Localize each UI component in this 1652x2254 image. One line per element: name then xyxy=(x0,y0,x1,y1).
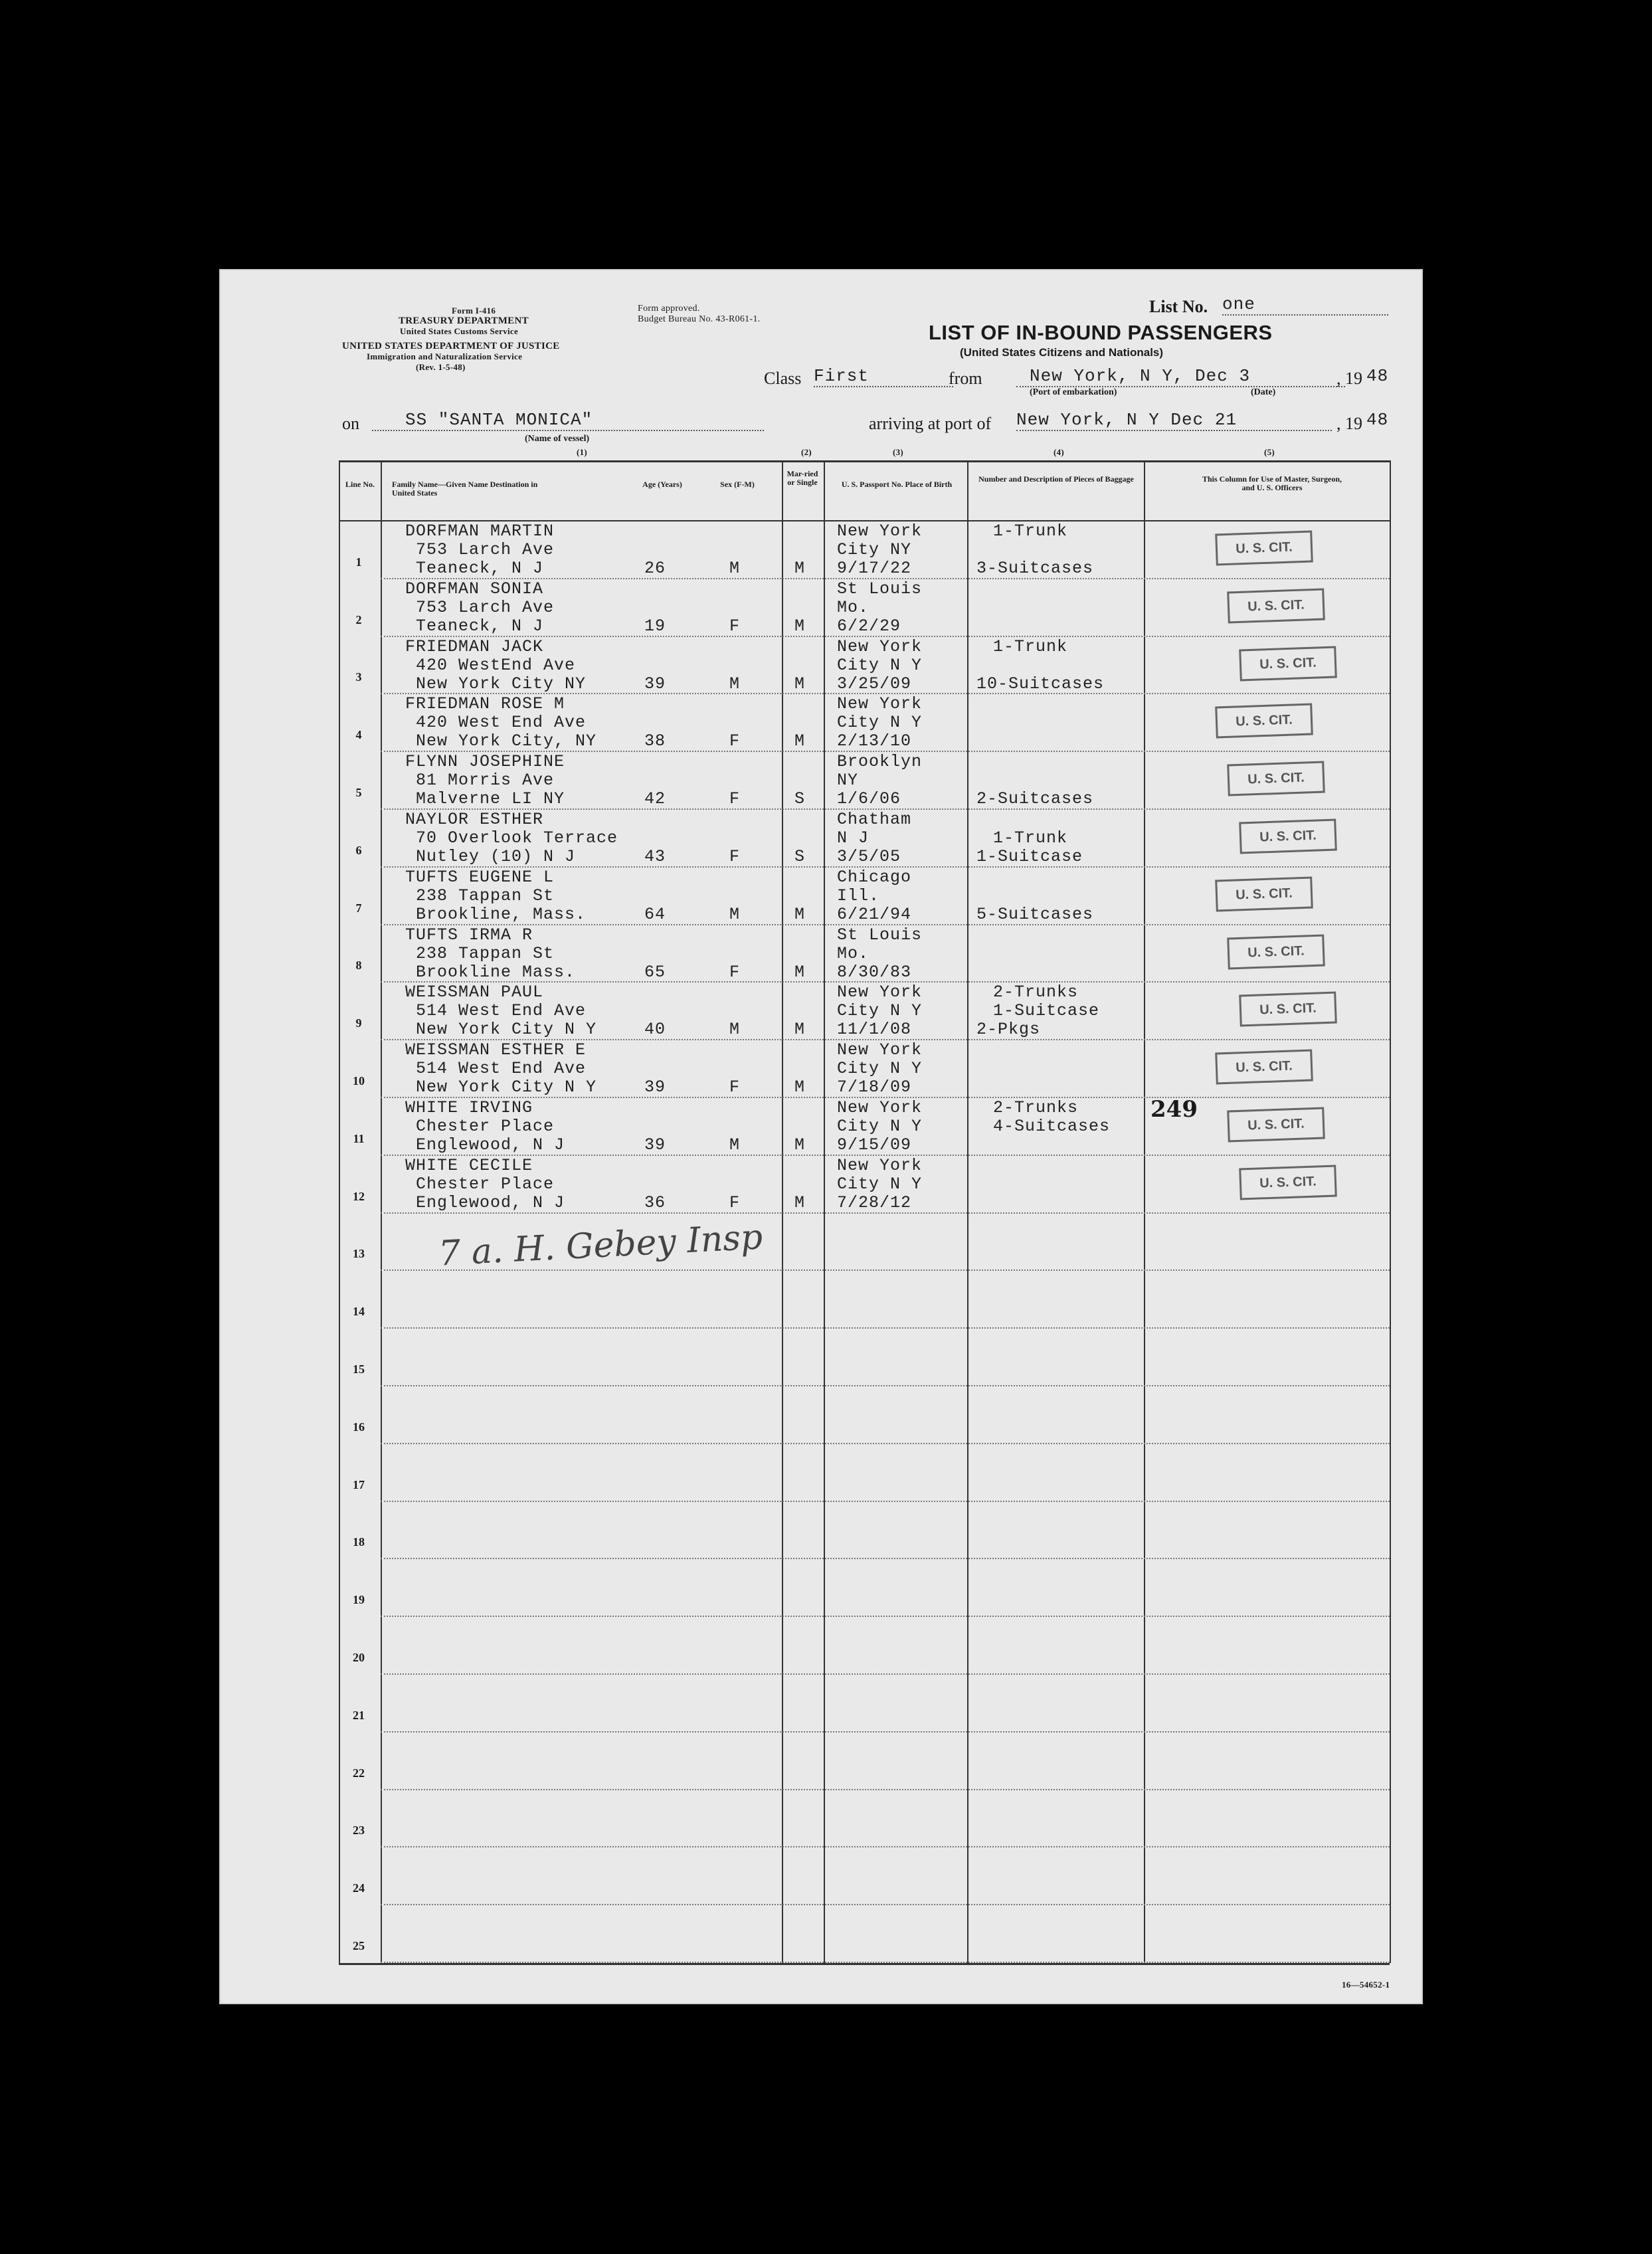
birthplace-line: City N Y xyxy=(837,713,923,733)
baggage-line: 5-Suitcases xyxy=(976,904,1094,924)
officer-number: 249 xyxy=(1150,1096,1198,1123)
address-line: 514 West End Ave xyxy=(416,1059,587,1079)
birthplace-line: St Louis xyxy=(837,579,923,599)
sex-value: F xyxy=(729,789,741,809)
birthplace-line: New York xyxy=(837,694,923,714)
row-divider xyxy=(381,1385,1390,1386)
header-baggage: Number and Description of Pieces of Baggage xyxy=(978,474,1134,484)
row-divider xyxy=(381,1443,1390,1444)
class-label: Class xyxy=(764,369,802,388)
birthplace-line: St Louis xyxy=(837,925,923,945)
date-caption: (Date) xyxy=(1251,387,1276,397)
age-value: 64 xyxy=(644,904,666,924)
row-divider xyxy=(381,1558,1390,1559)
page-subtitle: (United States Citizens and Nationals) xyxy=(960,346,1164,359)
column-divider xyxy=(1390,460,1391,1963)
baggage-line: 2-Trunks xyxy=(993,983,1079,1002)
baggage-line: 1-Trunk xyxy=(993,828,1068,848)
line-number: 25 xyxy=(353,1939,365,1952)
row-divider xyxy=(381,1327,1390,1329)
port-caption: (Port of embarkation) xyxy=(1030,387,1117,397)
row-divider xyxy=(381,1097,1390,1098)
birthplace-line: Ill. xyxy=(837,886,880,905)
line-number: 14 xyxy=(353,1305,365,1319)
baggage-line: 1-Suitcase xyxy=(976,847,1083,866)
from-year-prefix: , 19 xyxy=(1336,369,1362,388)
embarkation-value: New York, N Y, Dec 3 xyxy=(1016,366,1345,387)
baggage-line: 1-Suitcase xyxy=(993,1001,1100,1021)
form-number: Form I-416 xyxy=(452,306,496,316)
list-no-label: List No. xyxy=(1149,297,1208,316)
birth-date: 7/28/12 xyxy=(837,1192,912,1212)
baggage-line: 4-Suitcases xyxy=(993,1117,1111,1136)
header-line-no: Line No. xyxy=(345,480,375,489)
line-number: 23 xyxy=(353,1824,365,1837)
us-citizen-stamp: U. S. CIT. xyxy=(1239,992,1337,1027)
baggage-line: 1-Trunk xyxy=(993,636,1068,656)
ins-label: Immigration and Naturalization Service xyxy=(367,351,523,361)
sex-value: F xyxy=(729,616,741,636)
address-line: New York City, NY xyxy=(416,731,597,751)
sex-value: M xyxy=(729,559,741,578)
header-age: Age (Years) xyxy=(642,480,682,489)
birthplace-line: City N Y xyxy=(837,655,923,675)
birthplace-line: City N Y xyxy=(837,1001,923,1021)
birthplace-line: City N Y xyxy=(837,1059,923,1079)
line-number: 2 xyxy=(355,612,362,626)
baggage-line: 3-Suitcases xyxy=(976,559,1094,578)
line-number: 18 xyxy=(353,1535,365,1549)
address-line: 420 West End Ave xyxy=(416,713,587,733)
birth-date: 1/6/06 xyxy=(837,789,901,809)
birth-date: 11/1/08 xyxy=(837,1020,912,1040)
address-line: Chester Place xyxy=(416,1117,555,1136)
vessel-name: SS "SANTA MONICA" xyxy=(372,410,764,431)
address-line: 420 WestEnd Ave xyxy=(416,655,576,675)
sex-value: M xyxy=(729,1135,741,1155)
birth-date: 6/21/94 xyxy=(837,904,912,924)
line-number: 22 xyxy=(353,1766,365,1780)
row-divider xyxy=(381,636,1390,637)
us-citizen-stamp: U. S. CIT. xyxy=(1215,1050,1313,1085)
address-line: New York City N Y xyxy=(416,1078,597,1097)
arriving-label: arriving at port of xyxy=(869,414,992,433)
line-number: 3 xyxy=(355,670,362,684)
birth-date: 3/5/05 xyxy=(837,847,901,866)
birthplace-line: New York xyxy=(837,1040,923,1060)
vessel-caption: (Name of vessel) xyxy=(525,434,590,444)
birth-date: 7/18/09 xyxy=(837,1078,912,1097)
age-value: 42 xyxy=(644,789,666,809)
treasury-label: TREASURY DEPARTMENT xyxy=(399,316,529,326)
column-number: (1) xyxy=(577,447,588,457)
age-value: 36 xyxy=(644,1192,666,1212)
marital-value: M xyxy=(794,731,806,751)
row-divider xyxy=(381,1039,1390,1040)
line-number: 16 xyxy=(353,1420,365,1434)
approved-label: Form approved. xyxy=(638,304,700,314)
birthplace-line: N J xyxy=(837,828,870,848)
line-number: 7 xyxy=(355,901,362,915)
address-line: Brookline Mass. xyxy=(416,962,576,982)
birth-date: 9/17/22 xyxy=(837,559,912,578)
passenger-name: FLYNN JOSEPHINE xyxy=(405,752,565,772)
birth-date: 8/30/83 xyxy=(837,962,912,982)
page-title: LIST OF IN-BOUND PASSENGERS xyxy=(929,321,1273,344)
arrival-year: 48 xyxy=(1366,410,1389,430)
birthplace-line: City NY xyxy=(837,540,912,559)
from-label: from xyxy=(949,369,982,388)
line-number: 1 xyxy=(355,555,362,569)
passenger-name: WEISSMAN ESTHER E xyxy=(405,1040,587,1060)
us-citizen-stamp: U. S. CIT. xyxy=(1215,704,1313,739)
us-citizen-stamp: U. S. CIT. xyxy=(1239,646,1337,681)
address-line: 753 Larch Ave xyxy=(416,540,555,559)
age-value: 43 xyxy=(644,847,666,866)
row-divider xyxy=(381,1269,1390,1271)
us-citizen-stamp: U. S. CIT. xyxy=(1215,876,1313,911)
row-divider xyxy=(381,693,1390,694)
inspector-signature: 7 a. H. Gebey Insp xyxy=(437,1217,764,1274)
age-value: 39 xyxy=(644,674,666,694)
column-number: (5) xyxy=(1264,447,1275,457)
row-divider xyxy=(381,924,1390,925)
row-divider xyxy=(381,1789,1390,1790)
us-citizen-stamp: U. S. CIT. xyxy=(1227,1107,1325,1142)
budget-label: Budget Bureau No. 43-R061-1. xyxy=(638,314,761,324)
birth-date: 2/13/10 xyxy=(837,731,912,751)
sex-value: M xyxy=(729,674,741,694)
passenger-name: NAYLOR ESTHER xyxy=(405,810,544,829)
age-value: 38 xyxy=(644,731,666,751)
us-citizen-stamp: U. S. CIT. xyxy=(1227,761,1325,797)
age-value: 19 xyxy=(644,616,666,636)
birthplace-line: New York xyxy=(837,983,923,1002)
passenger-name: WEISSMAN PAUL xyxy=(405,983,544,1002)
address-line: New York City N Y xyxy=(416,1020,597,1040)
line-number: 6 xyxy=(355,843,362,857)
column-number: (2) xyxy=(801,447,812,457)
address-line: Malverne LI NY xyxy=(416,789,565,809)
line-number: 15 xyxy=(353,1362,365,1376)
row-divider xyxy=(381,1501,1390,1502)
baggage-line: 10-Suitcases xyxy=(976,674,1105,694)
birthplace-line: City N Y xyxy=(837,1174,923,1194)
marital-value: M xyxy=(794,559,806,578)
marital-value: M xyxy=(794,1020,806,1040)
class-value: First xyxy=(814,366,953,387)
sex-value: M xyxy=(729,1020,741,1040)
us-citizen-stamp: U. S. CIT. xyxy=(1227,934,1325,969)
sex-value: F xyxy=(729,962,741,982)
address-line: Teaneck, N J xyxy=(416,559,544,578)
passenger-name: FRIEDMAN ROSE M xyxy=(405,694,565,714)
birthplace-line: New York xyxy=(837,1155,923,1175)
manifest-page xyxy=(219,269,1423,2004)
from-year: 48 xyxy=(1366,366,1389,386)
column-divider xyxy=(339,460,340,1963)
sex-value: F xyxy=(729,1192,741,1212)
marital-value: M xyxy=(794,1192,806,1212)
birthplace-line: New York xyxy=(837,521,923,541)
row-divider xyxy=(381,1212,1390,1214)
revision-label: (Rev. 1-5-48) xyxy=(416,362,466,372)
us-citizen-stamp: U. S. CIT. xyxy=(1239,818,1337,854)
line-number: 13 xyxy=(353,1247,365,1261)
justice-label: UNITED STATES DEPARTMENT OF JUSTICE xyxy=(342,341,560,351)
line-number: 5 xyxy=(355,786,362,799)
marital-value: M xyxy=(794,962,806,982)
row-divider xyxy=(381,981,1390,983)
address-line: New York City NY xyxy=(416,674,587,694)
marital-value: M xyxy=(794,1135,806,1155)
age-value: 26 xyxy=(644,559,666,578)
marital-value: M xyxy=(794,904,806,924)
row-divider xyxy=(381,1846,1390,1847)
passenger-name: DORFMAN SONIA xyxy=(405,579,544,599)
address-line: 753 Larch Ave xyxy=(416,597,555,617)
birthplace-line: Brooklyn xyxy=(837,752,923,772)
birthplace-line: City N Y xyxy=(837,1117,923,1136)
row-divider xyxy=(381,1904,1390,1905)
table-bottom-border xyxy=(339,1963,1390,1965)
arrival-value: New York, N Y Dec 21 xyxy=(1016,410,1332,431)
age-value: 39 xyxy=(644,1135,666,1155)
passenger-name: WHITE IRVING xyxy=(405,1098,533,1117)
on-label: on xyxy=(342,414,359,433)
line-number: 12 xyxy=(353,1189,365,1203)
sex-value: F xyxy=(729,847,741,866)
birthplace-line: Chatham xyxy=(837,810,912,829)
address-line: 238 Tappan St xyxy=(416,943,555,963)
row-divider xyxy=(381,751,1390,752)
address-line: 238 Tappan St xyxy=(416,886,555,905)
address-line: Brookline, Mass. xyxy=(416,904,587,924)
birthplace-line: New York xyxy=(837,1098,923,1117)
line-number: 9 xyxy=(355,1016,362,1030)
birthplace-line: NY xyxy=(837,771,859,791)
row-divider xyxy=(381,1155,1390,1156)
table-top-border xyxy=(339,460,1390,462)
passenger-name: WHITE CECILE xyxy=(405,1155,533,1175)
line-number: 21 xyxy=(353,1708,365,1722)
row-divider xyxy=(381,578,1390,579)
address-line: Englewood, N J xyxy=(416,1192,565,1212)
column-number: (3) xyxy=(893,447,904,457)
baggage-line: 2-Suitcases xyxy=(976,789,1094,809)
line-number: 24 xyxy=(353,1881,365,1895)
address-line: 70 Overlook Terrace xyxy=(416,828,618,848)
passenger-name: TUFTS IRMA R xyxy=(405,925,533,945)
header-passport: U. S. Passport No. Place of Birth xyxy=(841,480,953,489)
line-number: 17 xyxy=(353,1477,365,1491)
row-divider xyxy=(381,1962,1390,1963)
birthplace-line: Chicago xyxy=(837,867,912,887)
passenger-name: TUFTS EUGENE L xyxy=(405,867,555,887)
marital-value: M xyxy=(794,616,806,636)
age-value: 40 xyxy=(644,1020,666,1040)
age-value: 39 xyxy=(644,1078,666,1097)
birth-date: 9/15/09 xyxy=(837,1135,912,1155)
arrival-year-prefix: , 19 xyxy=(1336,414,1362,433)
sex-value: F xyxy=(729,731,741,751)
header-name: Family Name—Given Name Destination in United States xyxy=(392,480,538,498)
birth-date: 3/25/09 xyxy=(837,674,912,694)
header-sex: Sex (F-M) xyxy=(720,480,755,489)
sex-value: F xyxy=(729,1078,741,1097)
line-number: 20 xyxy=(353,1651,365,1664)
sex-value: M xyxy=(729,904,741,924)
us-citizen-stamp: U. S. CIT. xyxy=(1215,530,1313,565)
row-divider xyxy=(381,866,1390,868)
line-number: 4 xyxy=(355,728,362,742)
address-line: Chester Place xyxy=(416,1174,555,1194)
row-divider xyxy=(381,808,1390,810)
baggage-line: 2-Pkgs xyxy=(976,1020,1041,1040)
address-line: 514 West End Ave xyxy=(416,1001,587,1021)
baggage-line: 2-Trunks xyxy=(993,1098,1079,1117)
footer-code: 16—54652-1 xyxy=(1342,1980,1390,1990)
line-number: 11 xyxy=(353,1131,365,1145)
age-value: 65 xyxy=(644,962,666,982)
header-officers: This Column for Use of Master, Surgeon, and U. S. Officers xyxy=(1202,474,1342,492)
marital-value: M xyxy=(794,1078,806,1097)
row-divider xyxy=(381,1731,1390,1733)
birthplace-line: New York xyxy=(837,636,923,656)
header-married: Mar-ried or Single xyxy=(786,469,818,487)
row-divider xyxy=(381,1673,1390,1675)
passenger-name: DORFMAN MARTIN xyxy=(405,521,555,541)
address-line: Nutley (10) N J xyxy=(416,847,576,866)
line-number: 10 xyxy=(353,1074,365,1087)
line-number: 19 xyxy=(353,1593,365,1607)
marital-value: S xyxy=(794,789,806,809)
address-line: Teaneck, N J xyxy=(416,616,544,636)
row-divider xyxy=(381,1616,1390,1617)
marital-value: M xyxy=(794,674,806,694)
baggage-line: 1-Trunk xyxy=(993,521,1068,541)
address-line: Englewood, N J xyxy=(416,1135,565,1155)
customs-label: United States Customs Service xyxy=(400,326,519,336)
birth-date: 6/2/29 xyxy=(837,616,901,636)
list-no-value: one xyxy=(1222,294,1388,316)
us-citizen-stamp: U. S. CIT. xyxy=(1239,1165,1337,1200)
column-number: (4) xyxy=(1054,447,1065,457)
marital-value: S xyxy=(794,847,806,866)
birthplace-line: Mo. xyxy=(837,943,870,963)
line-number: 8 xyxy=(355,959,362,973)
birthplace-line: Mo. xyxy=(837,597,870,617)
passenger-name: FRIEDMAN JACK xyxy=(405,636,544,656)
us-citizen-stamp: U. S. CIT. xyxy=(1227,588,1325,623)
address-line: 81 Morris Ave xyxy=(416,771,555,791)
